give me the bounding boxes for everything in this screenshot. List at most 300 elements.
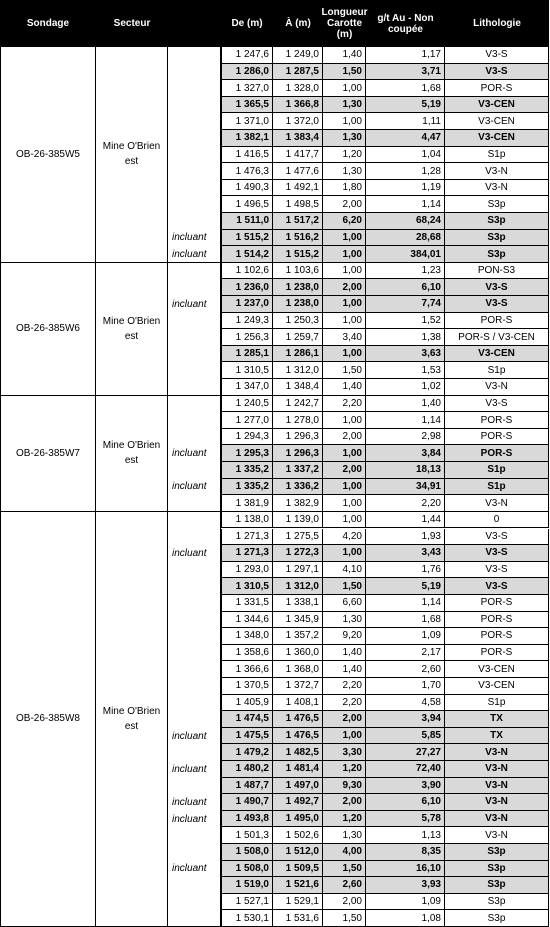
cell-lithologie: S1p — [445, 479, 549, 496]
cell-longueur: 2,00 — [323, 462, 366, 479]
table-row — [221, 196, 549, 213]
cell-gt: 3,90 — [366, 778, 445, 795]
cell-lithologie: V3-S — [445, 64, 549, 81]
table-row — [221, 595, 549, 612]
cell-longueur: 1,00 — [323, 412, 366, 429]
header-longueur: Longueur Carotte (m) — [321, 7, 368, 40]
cell-gt: 3,94 — [366, 711, 445, 728]
cell-a: 1 139,0 — [273, 512, 323, 529]
table-row — [221, 778, 549, 795]
cell-longueur: 2,00 — [323, 196, 366, 213]
cell-a: 1 382,9 — [273, 495, 323, 512]
cell-a: 1 238,0 — [273, 296, 323, 313]
cell-a: 1 476,5 — [273, 711, 323, 728]
cell-a: 1 238,0 — [273, 279, 323, 296]
cell-longueur: 1,30 — [323, 612, 366, 629]
cell-lithologie: POR-S — [445, 412, 549, 429]
cell-longueur: 1,00 — [323, 246, 366, 263]
table-row — [221, 827, 549, 844]
cell-gt: 3,71 — [366, 64, 445, 81]
cell-gt: 16,10 — [366, 861, 445, 878]
cell-gt: 8,35 — [366, 844, 445, 861]
cell-gt: 18,13 — [366, 462, 445, 479]
cell-de: 1 496,5 — [221, 196, 273, 213]
cell-gt: 3,84 — [366, 445, 445, 462]
cell-de: 1 476,3 — [221, 163, 273, 180]
cell-gt: 1,76 — [366, 562, 445, 579]
table-row — [221, 910, 549, 927]
cell-gt: 6,10 — [366, 279, 445, 296]
cell-a: 1 492,1 — [273, 180, 323, 197]
incluant-label: incluant — [172, 796, 207, 808]
cell-de: 1 335,2 — [221, 479, 273, 496]
cell-de: 1 271,3 — [221, 545, 273, 562]
table-row — [221, 147, 549, 164]
cell-a: 1 368,0 — [273, 661, 323, 678]
cell-gt: 1,44 — [366, 512, 445, 529]
cell-lithologie: POR-S — [445, 612, 549, 629]
cell-longueur: 1,80 — [323, 180, 366, 197]
cell-gt: 7,74 — [366, 296, 445, 313]
incluant-label: incluant — [172, 448, 207, 460]
sondage-id: OB-26-385W5 — [0, 47, 96, 262]
table-row — [221, 462, 549, 479]
sondage-id: OB-26-385W7 — [0, 396, 96, 511]
table-row — [221, 296, 549, 313]
incluant-label: incluant — [172, 730, 207, 742]
cell-longueur: 2,00 — [323, 279, 366, 296]
cell-lithologie: S3p — [445, 213, 549, 230]
cell-a: 1 348,4 — [273, 379, 323, 396]
cell-de: 1 138,0 — [221, 512, 273, 529]
cell-lithologie: V3-N — [445, 827, 549, 844]
cell-gt: 384,01 — [366, 246, 445, 263]
cell-longueur: 1,00 — [323, 263, 366, 280]
table-row — [221, 329, 549, 346]
table-row — [221, 130, 549, 147]
cell-lithologie: V3-CEN — [445, 661, 549, 678]
cell-longueur: 1,50 — [323, 861, 366, 878]
table-row — [221, 612, 549, 629]
cell-lithologie: V3-CEN — [445, 113, 549, 130]
cell-de: 1 347,0 — [221, 379, 273, 396]
cell-lithologie: S3p — [445, 877, 549, 894]
cell-de: 1 237,0 — [221, 296, 273, 313]
cell-lithologie: TX — [445, 711, 549, 728]
cell-a: 1 287,5 — [273, 64, 323, 81]
secteur-name: Mine O'Brien est — [96, 263, 168, 395]
incluant-label: incluant — [172, 232, 207, 244]
cell-a: 1 103,6 — [273, 263, 323, 280]
cell-a: 1 509,5 — [273, 861, 323, 878]
cell-a: 1 492,7 — [273, 794, 323, 811]
cell-gt: 5,85 — [366, 728, 445, 745]
table-row — [221, 279, 549, 296]
cell-de: 1 365,5 — [221, 97, 273, 114]
cell-a: 1 512,0 — [273, 844, 323, 861]
secteur-name: Mine O'Brien est — [96, 396, 168, 511]
cell-gt: 28,68 — [366, 230, 445, 247]
table-row — [221, 64, 549, 81]
table-row — [221, 113, 549, 130]
table-row — [221, 512, 549, 529]
cell-de: 1 514,2 — [221, 246, 273, 263]
cell-lithologie: V3-CEN — [445, 346, 549, 363]
table-row — [221, 578, 549, 595]
cell-longueur: 1,30 — [323, 97, 366, 114]
cell-longueur: 1,40 — [323, 661, 366, 678]
table-row — [221, 80, 549, 97]
cell-lithologie: V3-S — [445, 396, 549, 413]
sondage-id: OB-26-385W6 — [0, 263, 96, 395]
cell-gt: 1,70 — [366, 678, 445, 695]
cell-longueur: 6,20 — [323, 213, 366, 230]
cell-de: 1 490,7 — [221, 794, 273, 811]
secteur-name: Mine O'Brien est — [96, 512, 168, 926]
cell-gt: 1,53 — [366, 362, 445, 379]
cell-a: 1 498,5 — [273, 196, 323, 213]
cell-de: 1 344,6 — [221, 612, 273, 629]
cell-longueur: 2,60 — [323, 877, 366, 894]
cell-a: 1 345,9 — [273, 612, 323, 629]
cell-longueur: 1,40 — [323, 379, 366, 396]
cell-lithologie: V3-S — [445, 47, 549, 64]
cell-gt: 1,02 — [366, 379, 445, 396]
cell-de: 1 358,6 — [221, 645, 273, 662]
cell-gt: 2,17 — [366, 645, 445, 662]
cell-longueur: 2,00 — [323, 429, 366, 446]
cell-de: 1 236,0 — [221, 279, 273, 296]
cell-longueur: 1,50 — [323, 362, 366, 379]
cell-lithologie: S3p — [445, 894, 549, 911]
cell-a: 1 259,7 — [273, 329, 323, 346]
cell-lithologie: V3-N — [445, 744, 549, 761]
cell-gt: 1,09 — [366, 894, 445, 911]
cell-de: 1 480,2 — [221, 761, 273, 778]
table-row — [221, 678, 549, 695]
cell-de: 1 405,9 — [221, 695, 273, 712]
secteur-name: Mine O'Brien est — [96, 47, 168, 262]
cell-a: 1 502,6 — [273, 827, 323, 844]
incluant-label: incluant — [172, 763, 207, 775]
table-row — [221, 894, 549, 911]
cell-gt: 2,98 — [366, 429, 445, 446]
table-row — [221, 562, 549, 579]
cell-longueur: 2,00 — [323, 894, 366, 911]
cell-gt: 2,60 — [366, 661, 445, 678]
cell-lithologie: V3-N — [445, 811, 549, 828]
cell-de: 1 348,0 — [221, 628, 273, 645]
header-sondage: Sondage — [26, 18, 70, 29]
cell-longueur: 1,00 — [323, 230, 366, 247]
cell-lithologie: V3-N — [445, 180, 549, 197]
cell-longueur: 2,00 — [323, 794, 366, 811]
cell-de: 1 519,0 — [221, 877, 273, 894]
cell-lithologie: POR-S — [445, 445, 549, 462]
cell-lithologie: V3-CEN — [445, 130, 549, 147]
cell-a: 1 337,2 — [273, 462, 323, 479]
incluant-label: incluant — [172, 813, 207, 825]
cell-lithologie: S3p — [445, 910, 549, 927]
cell-longueur: 1,00 — [323, 113, 366, 130]
table-row — [221, 180, 549, 197]
table-row — [221, 412, 549, 429]
cell-de: 1 286,0 — [221, 64, 273, 81]
cell-gt: 34,91 — [366, 479, 445, 496]
cell-de: 1 331,5 — [221, 595, 273, 612]
cell-de: 1 479,2 — [221, 744, 273, 761]
cell-a: 1 531,6 — [273, 910, 323, 927]
cell-longueur: 1,30 — [323, 163, 366, 180]
sondage-id: OB-26-385W8 — [0, 512, 96, 926]
cell-gt: 1,28 — [366, 163, 445, 180]
cell-lithologie: TX — [445, 728, 549, 745]
cell-lithologie: S3p — [445, 196, 549, 213]
cell-gt: 1,38 — [366, 329, 445, 346]
cell-longueur: 4,00 — [323, 844, 366, 861]
cell-a: 1 296,3 — [273, 429, 323, 446]
incluant-label: incluant — [172, 481, 207, 493]
cell-longueur: 1,00 — [323, 346, 366, 363]
cell-lithologie: V3-CEN — [445, 97, 549, 114]
cell-longueur: 1,00 — [323, 445, 366, 462]
table-row — [221, 263, 549, 280]
cell-lithologie: V3-S — [445, 545, 549, 562]
incluant-column — [168, 263, 221, 395]
cell-gt: 1,17 — [366, 47, 445, 64]
cell-gt: 1,13 — [366, 827, 445, 844]
table-row — [221, 711, 549, 728]
cell-de: 1 371,0 — [221, 113, 273, 130]
header-gt: g/t Au - Non coupée — [377, 12, 434, 35]
cell-gt: 5,19 — [366, 97, 445, 114]
cell-de: 1 256,3 — [221, 329, 273, 346]
cell-gt: 1,14 — [366, 196, 445, 213]
cell-lithologie: S3p — [445, 861, 549, 878]
table-row — [221, 744, 549, 761]
cell-de: 1 487,7 — [221, 778, 273, 795]
cell-de: 1 271,3 — [221, 529, 273, 546]
cell-a: 1 497,0 — [273, 778, 323, 795]
table-row — [221, 230, 549, 247]
cell-de: 1 508,0 — [221, 861, 273, 878]
cell-a: 1 515,2 — [273, 246, 323, 263]
cell-gt: 72,40 — [366, 761, 445, 778]
cell-de: 1 335,2 — [221, 462, 273, 479]
cell-gt: 3,93 — [366, 877, 445, 894]
cell-de: 1 508,0 — [221, 844, 273, 861]
cell-a: 1 357,2 — [273, 628, 323, 645]
table-row — [221, 479, 549, 496]
cell-lithologie: S3p — [445, 230, 549, 247]
table-row — [221, 728, 549, 745]
cell-de: 1 493,8 — [221, 811, 273, 828]
table-row — [221, 362, 549, 379]
cell-a: 1 366,8 — [273, 97, 323, 114]
table-row — [221, 445, 549, 462]
cell-gt: 5,78 — [366, 811, 445, 828]
incluant-label: incluant — [172, 249, 207, 261]
cell-a: 1 249,0 — [273, 47, 323, 64]
cell-de: 1 310,5 — [221, 578, 273, 595]
cell-lithologie: V3-S — [445, 562, 549, 579]
cell-lithologie: PON-S3 — [445, 263, 549, 280]
cell-a: 1 286,1 — [273, 346, 323, 363]
cell-de: 1 490,3 — [221, 180, 273, 197]
cell-lithologie: S3p — [445, 246, 549, 263]
cell-longueur: 2,20 — [323, 396, 366, 413]
cell-de: 1 366,6 — [221, 661, 273, 678]
cell-gt: 1,14 — [366, 412, 445, 429]
cell-lithologie: POR-S / V3-CEN — [445, 329, 549, 346]
cell-a: 1 250,3 — [273, 313, 323, 330]
cell-longueur: 3,40 — [323, 329, 366, 346]
table-row — [221, 661, 549, 678]
cell-longueur: 1,30 — [323, 827, 366, 844]
cell-gt: 1,11 — [366, 113, 445, 130]
header-de: De (m) — [231, 18, 263, 29]
header-lithologie: Lithologie — [473, 18, 521, 29]
cell-gt: 1,19 — [366, 180, 445, 197]
table-row — [221, 47, 549, 64]
cell-gt: 68,24 — [366, 213, 445, 230]
cell-a: 1 517,2 — [273, 213, 323, 230]
incluant-label: incluant — [172, 547, 207, 559]
cell-longueur: 6,60 — [323, 595, 366, 612]
cell-a: 1 297,1 — [273, 562, 323, 579]
cell-lithologie: S3p — [445, 844, 549, 861]
cell-gt: 4,58 — [366, 695, 445, 712]
cell-gt: 1,93 — [366, 529, 445, 546]
cell-lithologie: S1p — [445, 695, 549, 712]
cell-gt: 3,63 — [366, 346, 445, 363]
cell-de: 1 416,5 — [221, 147, 273, 164]
drillhole-group — [0, 263, 221, 396]
cell-de: 1 501,3 — [221, 827, 273, 844]
cell-gt: 1,08 — [366, 910, 445, 927]
cell-a: 1 278,0 — [273, 412, 323, 429]
table-row — [221, 877, 549, 894]
table-row — [221, 495, 549, 512]
table-row — [221, 346, 549, 363]
cell-de: 1 285,1 — [221, 346, 273, 363]
cell-longueur: 1,00 — [323, 728, 366, 745]
cell-a: 1 481,4 — [273, 761, 323, 778]
cell-a: 1 296,3 — [273, 445, 323, 462]
cell-a: 1 516,2 — [273, 230, 323, 247]
cell-gt: 6,10 — [366, 794, 445, 811]
cell-longueur: 1,40 — [323, 47, 366, 64]
cell-de: 1 370,5 — [221, 678, 273, 695]
cell-gt: 1,40 — [366, 396, 445, 413]
table-row — [221, 213, 549, 230]
table-row — [221, 429, 549, 446]
cell-longueur: 2,00 — [323, 711, 366, 728]
cell-a: 1 360,0 — [273, 645, 323, 662]
cell-lithologie: S1p — [445, 462, 549, 479]
table-header — [0, 0, 549, 47]
table-row — [221, 811, 549, 828]
cell-de: 1 475,5 — [221, 728, 273, 745]
cell-longueur: 1,00 — [323, 313, 366, 330]
cell-a: 1 272,3 — [273, 545, 323, 562]
cell-a: 1 383,4 — [273, 130, 323, 147]
cell-de: 1 277,0 — [221, 412, 273, 429]
cell-a: 1 338,1 — [273, 595, 323, 612]
cell-de: 1 381,9 — [221, 495, 273, 512]
cell-longueur: 9,20 — [323, 628, 366, 645]
cell-de: 1 102,6 — [221, 263, 273, 280]
cell-longueur: 1,20 — [323, 761, 366, 778]
cell-lithologie: V3-S — [445, 529, 549, 546]
cell-gt: 1,09 — [366, 628, 445, 645]
cell-gt: 1,52 — [366, 313, 445, 330]
cell-gt: 1,68 — [366, 612, 445, 629]
cell-lithologie: POR-S — [445, 429, 549, 446]
cell-longueur: 1,00 — [323, 495, 366, 512]
cell-de: 1 247,6 — [221, 47, 273, 64]
table-row — [221, 163, 549, 180]
cell-longueur: 1,40 — [323, 645, 366, 662]
cell-gt: 5,19 — [366, 578, 445, 595]
cell-de: 1 249,3 — [221, 313, 273, 330]
cell-a: 1 521,6 — [273, 877, 323, 894]
cell-de: 1 310,5 — [221, 362, 273, 379]
cell-longueur: 1,20 — [323, 811, 366, 828]
table-row — [221, 313, 549, 330]
table-row — [221, 844, 549, 861]
cell-de: 1 294,3 — [221, 429, 273, 446]
cell-lithologie: V3-N — [445, 379, 549, 396]
incluant-label: incluant — [172, 298, 207, 310]
table-row — [221, 628, 549, 645]
table-row — [221, 529, 549, 546]
cell-lithologie: V3-N — [445, 761, 549, 778]
cell-de: 1 327,0 — [221, 80, 273, 97]
table-row — [221, 861, 549, 878]
cell-longueur: 1,20 — [323, 147, 366, 164]
cell-de: 1 511,0 — [221, 213, 273, 230]
cell-longueur: 2,20 — [323, 678, 366, 695]
cell-lithologie: 0 — [445, 512, 549, 529]
cell-longueur: 1,50 — [323, 910, 366, 927]
cell-de: 1 295,3 — [221, 445, 273, 462]
table-row — [221, 97, 549, 114]
cell-lithologie: POR-S — [445, 595, 549, 612]
cell-a: 1 482,5 — [273, 744, 323, 761]
cell-longueur: 1,00 — [323, 296, 366, 313]
cell-a: 1 312,0 — [273, 362, 323, 379]
cell-de: 1 515,2 — [221, 230, 273, 247]
cell-lithologie: V3-N — [445, 495, 549, 512]
cell-gt: 1,23 — [366, 263, 445, 280]
cell-longueur: 1,00 — [323, 512, 366, 529]
cell-lithologie: V3-S — [445, 578, 549, 595]
cell-longueur: 1,00 — [323, 545, 366, 562]
cell-longueur: 1,50 — [323, 578, 366, 595]
cell-gt: 3,43 — [366, 545, 445, 562]
cell-a: 1 328,0 — [273, 80, 323, 97]
cell-gt: 27,27 — [366, 744, 445, 761]
cell-a: 1 242,7 — [273, 396, 323, 413]
cell-de: 1 530,1 — [221, 910, 273, 927]
incluant-label: incluant — [172, 863, 207, 875]
cell-longueur: 1,00 — [323, 80, 366, 97]
cell-lithologie: V3-S — [445, 296, 549, 313]
cell-longueur: 1,00 — [323, 479, 366, 496]
cell-de: 1 527,1 — [221, 894, 273, 911]
table-row — [221, 246, 549, 263]
